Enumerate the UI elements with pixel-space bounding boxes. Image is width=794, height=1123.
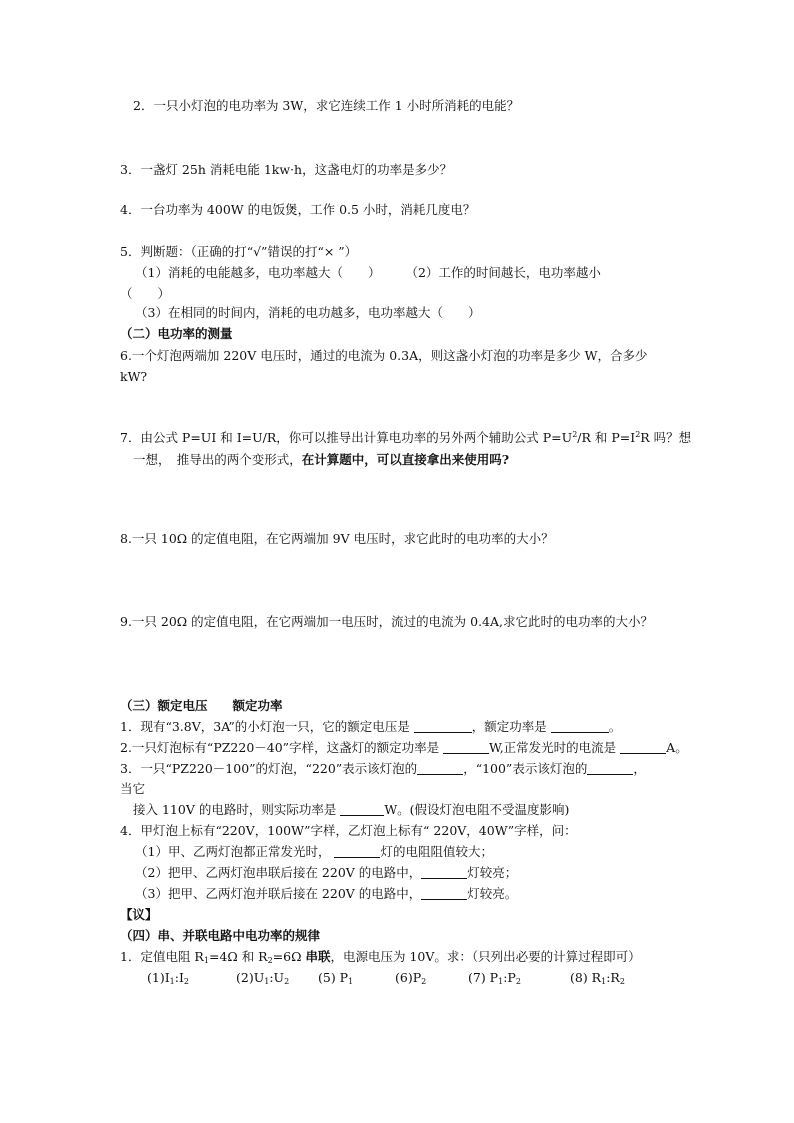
subitem-text: :U	[269, 970, 285, 985]
q7-text-c: R 吗？想	[640, 430, 692, 445]
question-6-line-1: 6.一个灯泡两端加 220V 电压时，通过的电流为 0.3A，则这盏小灯泡的功率是多少 W，合多少	[120, 348, 648, 363]
answer-blank[interactable]	[340, 803, 384, 816]
subitem-sub: 2	[183, 977, 189, 986]
r1-text-a: 1．现有“3.8V，3A”的小灯泡一只，它的额定电压是	[120, 719, 414, 734]
q7-text-a: 7．由公式 P=UI 和 I=U/R，你可以推导出计算电功率的另外两个辅助公式 P=U	[120, 430, 573, 445]
r2-text-c: A。	[666, 740, 688, 755]
rated-question-4-title: 4．甲灯泡上标有“220V，100W”字样，乙灯泡上标有“ 220V，40W”字样，问：	[120, 823, 577, 838]
rated-question-4-item-1	[135, 843, 493, 861]
r3-text-a: 3．一只“PZ220－100”的灯泡，“220”表示该灯泡的	[120, 761, 418, 776]
rated-question-4-item-3	[135, 885, 517, 903]
subitem-text: :R	[606, 970, 620, 985]
s1-sub-1: 1	[203, 956, 209, 965]
rated-question-3-cont: 当它	[120, 781, 146, 796]
subitem-sub: 1	[601, 977, 607, 986]
q7-text-b: /R 和 P=I	[577, 430, 636, 445]
q7-text-bold: 在计算题中，可以直接拿出来使用吗?	[301, 452, 510, 467]
subitem-sub: 2	[515, 977, 521, 986]
series-subitem	[236, 969, 289, 987]
question-4: 4．一台功率为 400W 的电饭煲，工作 0.5 小时，消耗几度电？	[120, 202, 476, 217]
answer-blank[interactable]	[587, 762, 633, 775]
question-5-item-2-bracket: （ ）	[120, 286, 171, 301]
subitem-text: (2)U	[236, 970, 265, 985]
answer-blank[interactable]	[421, 887, 467, 900]
section-3-heading: （三）额定电压 额定功率	[120, 698, 283, 713]
r4-3-tail: 灯较亮。	[467, 886, 518, 901]
question-5-title: 5．判断题：（正确的打“√”错误的打“× ”）	[120, 244, 358, 259]
rated-question-3-line-3	[133, 801, 569, 819]
subitem-sub: 1	[348, 977, 354, 986]
answer-blank[interactable]	[414, 720, 472, 733]
subitem-text: :I	[174, 970, 184, 985]
r3-text-e: 接入 110V 的电路时，则实际功率是	[133, 802, 341, 817]
q7-text-d: 一想， 推导出的两个变形式，	[133, 452, 302, 467]
s1-text-a: 1．定值电阻 R	[120, 949, 204, 964]
rated-question-4-item-2	[135, 864, 517, 882]
r4-3-text: （3）把甲、乙两灯泡并联后接在 220V 的电路中，	[135, 886, 422, 901]
subitem-sub: 1	[264, 977, 270, 986]
subitem-sub: 1	[169, 977, 175, 986]
answer-blank[interactable]	[334, 845, 380, 858]
discuss-heading: 【议】	[120, 907, 158, 922]
subitem-sub: 1	[498, 977, 504, 986]
series-subitem	[570, 969, 625, 987]
subitem-text: (8) R	[570, 970, 602, 985]
question-9: 9.一只 20Ω 的定值电阻，在它两端加一电压时，流过的电流为 0.4A,求它此时的电功率的大小？	[120, 614, 653, 629]
subitem-text: (7) P	[468, 970, 499, 985]
series-question-1	[120, 948, 641, 966]
r2-text-a: 2.一只灯泡标有“PZ220－40”字样，这盏灯的额定功率是	[120, 740, 444, 755]
question-2: 2．一只小灯泡的电功率为 3W，求它连续工作 1 小时所消耗的电能？	[133, 98, 520, 113]
section-4-heading: （四）串、并联电路中电功率的规律	[120, 928, 321, 943]
subitem-text: (1)I	[147, 970, 170, 985]
r2-text-b: W,正常发光时的电流是	[489, 740, 621, 755]
question-3: 3．一盏灯 25h 消耗电能 1kw·h，这盏电灯的功率是多少？	[120, 162, 453, 177]
q7-sup-2: 2	[635, 430, 641, 439]
s1-text-c: =6Ω	[272, 949, 306, 964]
answer-blank[interactable]	[620, 741, 666, 754]
r4-2-tail: 灯较亮；	[467, 865, 518, 880]
question-5-item-3: （3）在相同的时间内，消耗的电功越多，电功率越大（ ）	[135, 305, 481, 320]
s1-text-e: ，电源电压为 10V。求：（只列出必要的计算过程即可）	[330, 949, 641, 964]
r4-1-tail: 灯的电阻阻值较大；	[380, 844, 493, 859]
series-subitem	[468, 969, 521, 987]
r4-2-text: （2）把甲、乙两灯泡串联后接在 220V 的电路中，	[135, 865, 422, 880]
r3-text-f: W。(假设灯泡电阻不受温度影响)	[384, 802, 570, 817]
question-8: 8.一只 10Ω 的定值电阻，在它两端加 9V 电压时，求它此时的电功率的大小？	[120, 531, 554, 546]
series-subitem	[318, 969, 353, 987]
question-7-line-1	[120, 429, 691, 447]
s1-text-b: =4Ω 和 R	[208, 949, 268, 964]
r1-text-c: 。	[608, 719, 622, 734]
r3-text-b: ，“100”表示该灯泡的	[463, 761, 588, 776]
r4-1-text: （1）甲、乙两灯泡都正常发光时，	[135, 844, 335, 859]
subitem-sub: 2	[619, 977, 625, 986]
q7-sup-1: 2	[572, 430, 578, 439]
subitem-text: :P	[503, 970, 516, 985]
s1-sub-2: 2	[267, 956, 273, 965]
series-subitem	[395, 969, 426, 987]
subitem-text: (6)P	[395, 970, 422, 985]
rated-question-2	[120, 739, 688, 757]
answer-blank[interactable]	[417, 762, 463, 775]
section-2-heading: （二）电功率的测量	[120, 326, 233, 341]
r1-text-b: ，额定功率是	[471, 719, 551, 734]
subitem-sub: 2	[421, 977, 427, 986]
question-7-line-2	[133, 451, 509, 469]
question-6-line-2: kW?	[120, 369, 148, 384]
series-subitem	[147, 969, 189, 987]
rated-question-3	[120, 760, 646, 778]
r3-text-c: ，	[633, 761, 646, 776]
answer-blank[interactable]	[443, 741, 489, 754]
answer-blank[interactable]	[551, 720, 609, 733]
question-5-item-1-2: （1）消耗的电能越多，电功率越大（ ） （2）工作的时间越长，电功率越小	[135, 265, 601, 280]
rated-question-1	[120, 718, 621, 736]
subitem-sub: 2	[284, 977, 290, 986]
answer-blank[interactable]	[421, 866, 467, 879]
subitem-text: (5) P	[318, 970, 349, 985]
s1-text-bold: 串联	[305, 949, 331, 964]
